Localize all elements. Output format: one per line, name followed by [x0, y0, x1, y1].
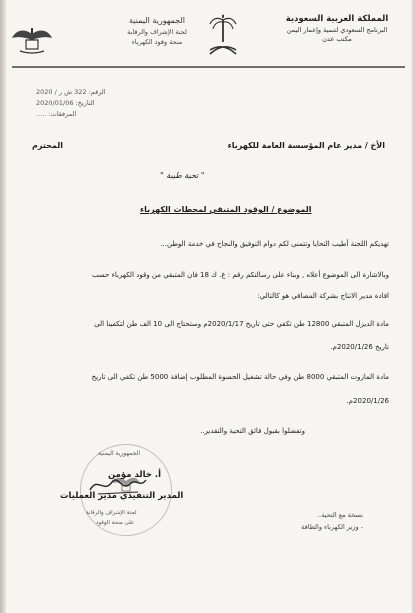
- stamp-line2: لجنة الإشراف والرقابة: [86, 510, 137, 516]
- header-divider: [12, 66, 405, 68]
- header-yemen-block: [102, 16, 212, 46]
- diesel-paragraph-line2: تاريخ 2020/1/26م.: [330, 343, 389, 351]
- mazut-paragraph-line1: مادة المازوت المتبقي 8000 طن وفي حالة تشغيل الحسوة المطلوب إضافة 5000 طن تكفي الى تاريخ: [91, 373, 389, 381]
- subject-line: الموضوع / الوقود المتبقي لمحطات الكهرباء: [140, 205, 312, 214]
- mazut-paragraph-line2: 2020/1/26م.: [346, 397, 389, 405]
- header-saudi-country: المملكة العربية السعودية: [285, 14, 389, 24]
- scan-shadow-right: [411, 0, 415, 613]
- cc-heading: نسخة مع التحية..: [317, 511, 363, 519]
- recipient-line: الأخ / مدير عام المؤسسة العامة للكهرباء: [227, 141, 385, 150]
- header-yemen-committee: لجنة الإشراف والرقابة: [127, 28, 187, 36]
- header-yemen-grant: منحة وقود الكهرباء: [131, 38, 183, 46]
- stamp-line3: على منحة الوقود: [96, 520, 135, 526]
- header-saudi-program: البرنامج السعودي لتنمية وإعمار اليمن: [286, 26, 388, 34]
- cc-recipient: - وزير الكهرباء والطاقة: [301, 523, 363, 531]
- header-yemen-country: الجمهورية اليمنية: [128, 16, 185, 25]
- paragraph-reference-line2: افادة مدير الانتاج بشركة المصافي هو كالتالي:: [257, 292, 389, 300]
- letter-date: التاريخ: 2020/01/06: [36, 99, 95, 107]
- paragraph-intro: تهديكم اللجنة أطيب التحايا وتتمنى لكم دوام التوفيق والنجاح في خدمة الوطن...: [160, 240, 389, 248]
- greeting: " تحية طيبة ": [160, 171, 205, 180]
- signer-name: أ. خالد مؤمن: [108, 470, 161, 480]
- paragraph-reference-line1: وبالاشارة الى الموضوع أعلاه , وبناء على رسالتكم رقم : غ. ك 18 فان المتبقي من وقود الكهرباء حسب: [91, 271, 389, 279]
- yemen-eagle-icon: [10, 24, 54, 56]
- stamp-line1: الجمهورية اليمنية: [98, 450, 141, 457]
- scan-shadow-left: [0, 0, 6, 613]
- diesel-paragraph-line1: مادة الديزل المتبقي 12800 طن تكفي حتى تاريخ 2020/1/17م وستحتاج الى 10 الف طن لتكفينا الى: [94, 320, 389, 328]
- reference-number: الرقم: 322 ش ر / 2020: [36, 88, 106, 96]
- signer-title: المدير التنفيذي مدير العمليات: [60, 491, 184, 501]
- closing-line: وتفضلوا بقبول فائق التحية والتقدير..: [200, 427, 305, 435]
- attachments-label: المرفقات: .....: [36, 110, 77, 118]
- header-saudi-office: مكتب عدن: [322, 35, 352, 43]
- header-saudi-block: [277, 14, 397, 43]
- honorific: المحترم: [32, 141, 63, 150]
